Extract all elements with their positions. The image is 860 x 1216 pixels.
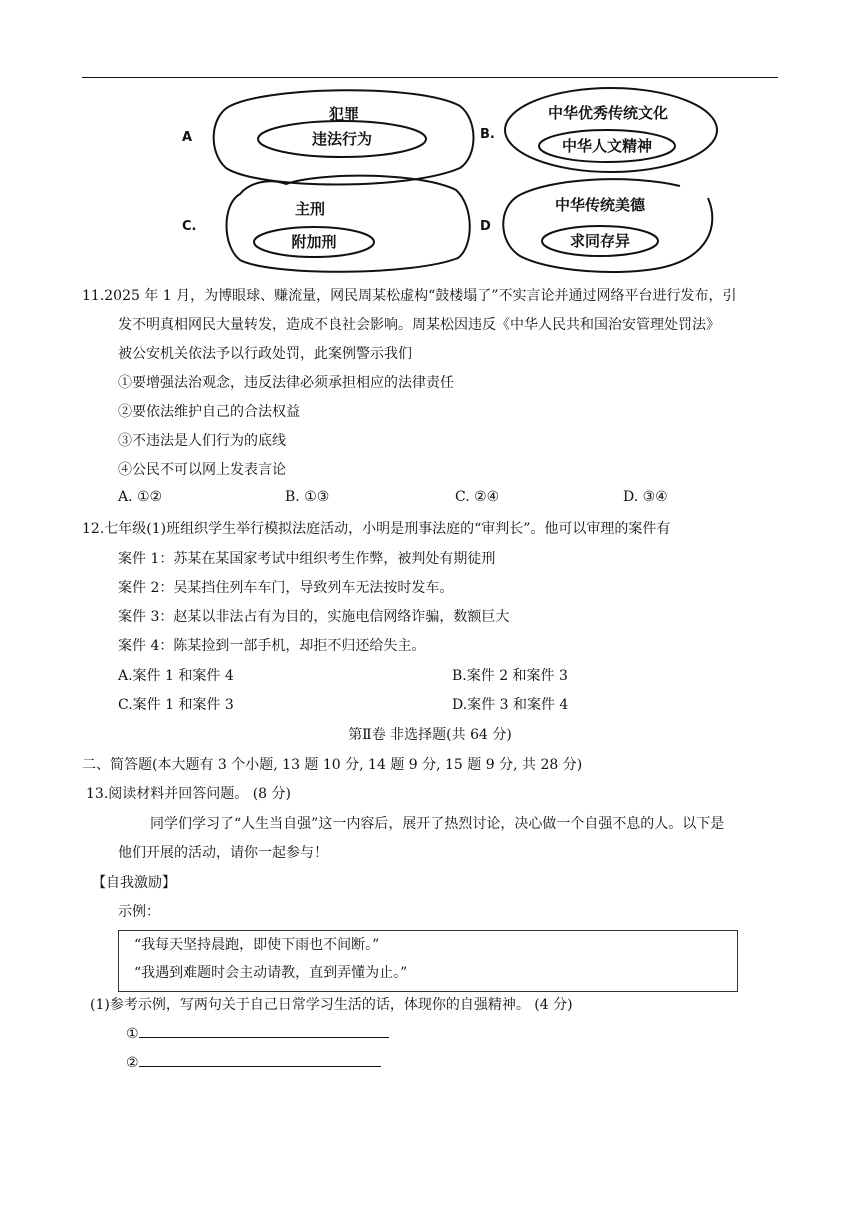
section-heading: 二、简答题(本大题有 3 个小题, 13 题 10 分, 14 题 9 分, 15 题 9 分, 共 28 分)	[82, 757, 583, 773]
q11-statement-3: ③不违法是人们行为的底线	[118, 433, 286, 449]
outer-label-c: 主刑	[294, 200, 326, 218]
q11-choice-d: D. ③④	[623, 489, 668, 505]
inner-label-a: 违法行为	[311, 130, 373, 148]
q11-stem-line3: 被公安机关依法予以行政处罚，此案例警示我们	[118, 346, 412, 362]
q13-heading: 【自我激励】	[92, 875, 176, 891]
answer-blank-2[interactable]	[139, 1052, 381, 1067]
q12-case-1: 案件 1：苏某在某国家考试中组织考生作弊，被判处有期徒刑	[118, 551, 496, 567]
q12-choice-a: A.案件 1 和案件 4	[118, 668, 234, 684]
q11-statement-4: ④公民不可以网上发表言论	[118, 462, 286, 478]
q11-choice-a: A. ①②	[118, 489, 163, 505]
answer-marker-1: ①	[126, 1026, 139, 1042]
q13-stem: 13.阅读材料并回答问题。 (8 分)	[86, 786, 291, 802]
q13-sub1: (1)参考示例，写两句关于自己日常学习生活的话，体现你的自强精神。 (4 分)	[90, 997, 573, 1013]
q13-material-line2: 他们开展的活动，请你一起参与！	[118, 845, 328, 861]
header-rule	[82, 77, 778, 78]
option-letter-d: D	[480, 219, 491, 234]
q12-choice-d: D.案件 3 和案件 4	[452, 697, 569, 713]
q11-choice-b: B. ①③	[285, 489, 330, 505]
outer-label-b: 中华优秀传统文化	[547, 104, 669, 122]
outer-label-a: 犯罪	[328, 105, 360, 123]
option-letter-b: B.	[480, 127, 495, 142]
q12-stem: 12.七年级(1)班组织学生举行模拟法庭活动，小明是刑事法庭的“审判长”。他可以审理的案件有	[82, 521, 671, 537]
answer-line-2[interactable]	[126, 1052, 381, 1071]
q12-choice-c: C.案件 1 和案件 3	[118, 697, 234, 713]
inner-label-c: 附加刑	[291, 233, 337, 251]
q11-choice-c: C. ②④	[455, 489, 500, 505]
q11-statement-1: ①要增强法治观念，违反法律必须承担相应的法律责任	[118, 375, 454, 391]
q13-example-label: 示例：	[118, 904, 160, 920]
outer-label-d: 中华传统美德	[554, 196, 646, 214]
example-quote-1: “我每天坚持晨跑，即使下雨也不间断。”	[134, 937, 380, 953]
part2-title: 第Ⅱ卷 非选择题(共 64 分)	[348, 727, 512, 743]
q12-case-2: 案件 2：吴某挡住列车车门，导致列车无法按时发车。	[118, 580, 454, 596]
q11-statement-2: ②要依法维护自己的合法权益	[118, 404, 300, 420]
q11-stem-line1: 11.2025 年 1 月，为博眼球、赚流量，网民周某松虚构“鼓楼塌了”不实言论并通过网络平台进行发布，引	[82, 288, 737, 304]
q13-material-line1: 同学们学习了“人生当自强”这一内容后，展开了热烈讨论，决心做一个自强不息的人。以下是	[150, 816, 725, 832]
q12-case-3: 案件 3：赵某以非法占有为目的，实施电信网络诈骗，数额巨大	[118, 609, 510, 625]
q12-case-4: 案件 4：陈某捡到一部手机，却拒不归还给失主。	[118, 638, 426, 654]
inner-label-d: 求同存异	[569, 232, 631, 250]
answer-marker-2: ②	[126, 1055, 139, 1071]
outer-shape-c	[227, 176, 470, 272]
answer-line-1[interactable]	[126, 1023, 389, 1042]
option-letter-a: A	[182, 130, 193, 145]
option-letter-c: C.	[182, 219, 197, 234]
inner-label-b: 中华人文精神	[561, 137, 653, 155]
concept-diagram	[160, 86, 740, 272]
example-quote-2: “我遇到难题时会主动请教，直到弄懂为止。”	[134, 965, 408, 981]
q12-choice-b: B.案件 2 和案件 3	[452, 668, 568, 684]
q11-stem-line2: 发不明真相网民大量转发，造成不良社会影响。周某松因违反《中华人民共和国治安管理处罚法》	[118, 317, 720, 333]
answer-blank-1[interactable]	[139, 1023, 389, 1038]
